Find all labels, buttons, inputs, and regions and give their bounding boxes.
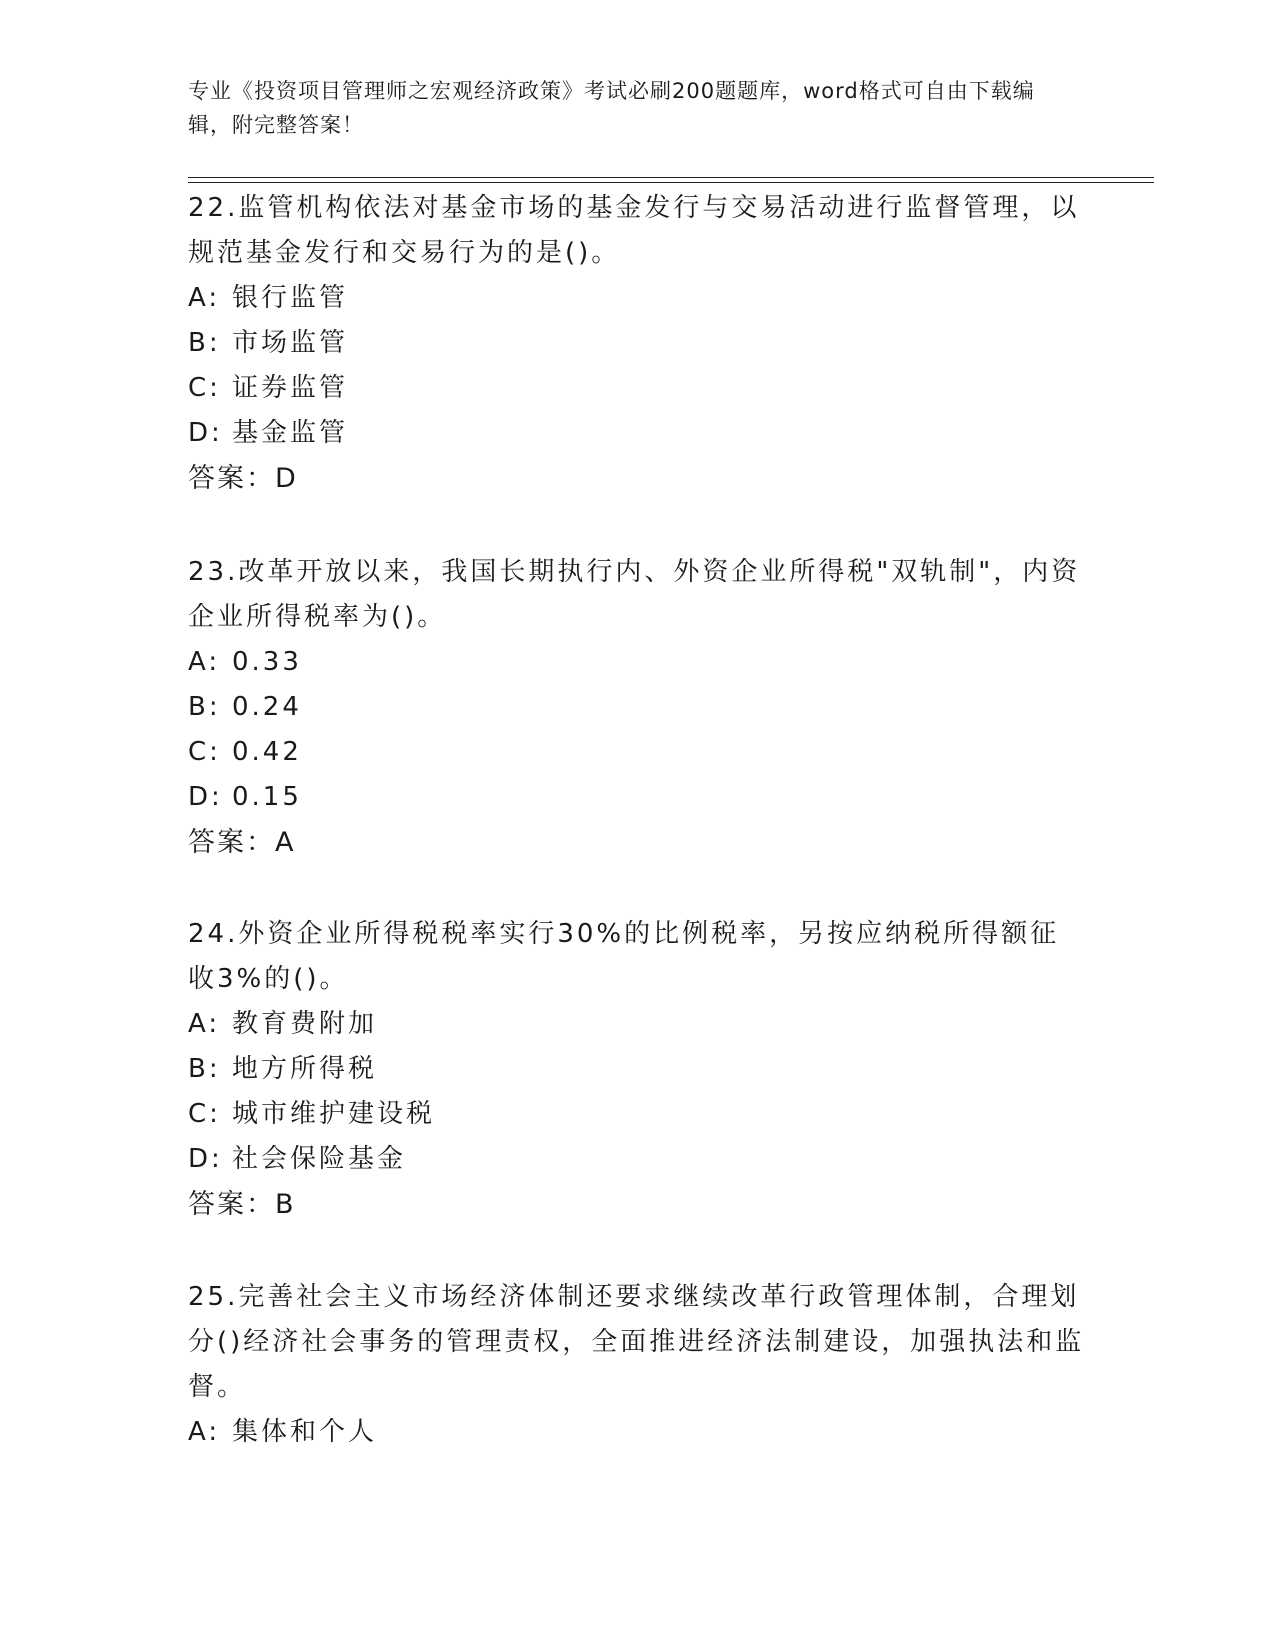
option-letter: B: bbox=[188, 692, 221, 722]
option-letter: B: bbox=[188, 1054, 221, 1084]
question-stem: 23.改革开放以来，我国长期执行内、外资企业所得税"双轨制"，内资企业所得税率为()。 bbox=[188, 557, 1081, 632]
option-letter: C: bbox=[188, 737, 221, 767]
option-d bbox=[188, 411, 1088, 456]
question-22 bbox=[188, 186, 1088, 501]
option-text: 集体和个人 bbox=[232, 1417, 378, 1447]
option-text: 市场监管 bbox=[232, 328, 349, 358]
question-25 bbox=[188, 1275, 1088, 1455]
option-text: 城市维护建设税 bbox=[232, 1099, 436, 1129]
option-letter: C: bbox=[188, 373, 221, 403]
option-letter: A: bbox=[188, 1009, 221, 1039]
option-letter: D: bbox=[188, 418, 223, 448]
option-b bbox=[188, 685, 1088, 730]
option-text: 社会保险基金 bbox=[232, 1144, 407, 1174]
option-letter: C: bbox=[188, 1099, 221, 1129]
option-text: 0.33 bbox=[232, 647, 302, 677]
option-text: 证券监管 bbox=[232, 373, 349, 403]
question-stem: 25.完善社会主义市场经济体制还要求继续改革行政管理体制，合理划分()经济社会事务的管理责权，全面推进经济法制建设，加强执法和监督。 bbox=[188, 1282, 1085, 1402]
option-letter: A: bbox=[188, 1417, 221, 1447]
option-text: 地方所得税 bbox=[232, 1054, 378, 1084]
document-header: 专业《投资项目管理师之宏观经济政策》考试必刷200题题库，word格式可自由下载编辑，附完整答案！ bbox=[188, 79, 1035, 137]
option-b bbox=[188, 321, 1088, 366]
answer: 答案：A bbox=[188, 827, 296, 858]
header-divider-line bbox=[188, 182, 1154, 183]
question-stem: 24.外资企业所得税税率实行30%的比例税率，另按应纳税所得额征收3%的()。 bbox=[188, 919, 1060, 994]
answer: 答案：D bbox=[188, 463, 298, 494]
answer: 答案：B bbox=[188, 1189, 296, 1220]
option-c bbox=[188, 1092, 1088, 1137]
option-a bbox=[188, 640, 1088, 685]
question-stem: 22.监管机构依法对基金市场的基金发行与交易活动进行监督管理，以规范基金发行和交易行为的是()。 bbox=[188, 193, 1080, 268]
option-b bbox=[188, 1047, 1088, 1092]
option-letter: D: bbox=[188, 1144, 223, 1174]
header-divider-line bbox=[188, 177, 1154, 178]
option-a bbox=[188, 1002, 1088, 1047]
question-23 bbox=[188, 550, 1088, 865]
option-letter: B: bbox=[188, 328, 221, 358]
option-text: 银行监管 bbox=[232, 283, 349, 313]
option-text: 基金监管 bbox=[232, 418, 349, 448]
option-letter: A: bbox=[188, 283, 221, 313]
question-24 bbox=[188, 912, 1088, 1227]
option-text: 0.24 bbox=[232, 692, 302, 722]
option-d bbox=[188, 1137, 1088, 1182]
option-letter: D: bbox=[188, 782, 223, 812]
option-a bbox=[188, 276, 1088, 321]
option-text: 教育费附加 bbox=[232, 1009, 378, 1039]
option-d bbox=[188, 775, 1088, 820]
option-c bbox=[188, 730, 1088, 775]
option-a bbox=[188, 1410, 1088, 1455]
option-c bbox=[188, 366, 1088, 411]
option-text: 0.42 bbox=[232, 737, 302, 767]
option-letter: A: bbox=[188, 647, 221, 677]
option-text: 0.15 bbox=[232, 782, 302, 812]
